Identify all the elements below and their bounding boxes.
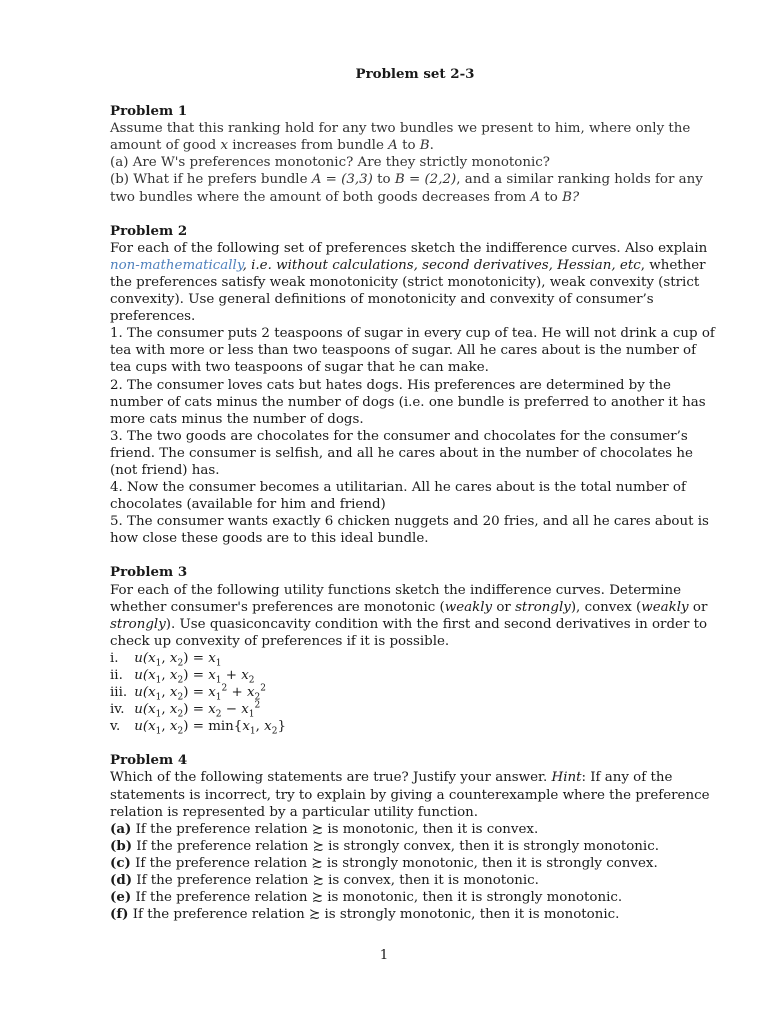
problem-1-intro-text-a: Assume that this ranking hold for any two bundles we present to him, where only the amount of good xyxy=(110,121,691,154)
problem-1-part-b-text-1: (b) What if he prefers bundle xyxy=(110,172,312,188)
problem-4-statement-a xyxy=(110,821,720,838)
problem-4-intro xyxy=(110,769,720,820)
problem-4-statement-c xyxy=(110,855,720,872)
problem-4-statement-d xyxy=(110,872,720,889)
problem-3-weakly: weakly xyxy=(444,599,493,615)
problem-2-intro-text-2: , whether the preferences satisfy weak monotonicity (strict monotonicity), weak convexity (strict convexity). Use general definitions of monotonicity and convexity of consumer’s preferences. xyxy=(110,257,706,325)
statement-text: If the preference relation ≿ is convex, then it is monotonic. xyxy=(132,873,539,889)
spacer xyxy=(110,547,720,564)
function-rhs: x xyxy=(208,668,216,683)
statement-letter: (e) xyxy=(110,889,132,906)
function-lhs: u(x xyxy=(134,685,156,701)
function-lhs: u(x xyxy=(134,668,156,683)
utility-function-2: ii. $u(x_1$, $x_2) = x_1 + x_2$ xyxy=(110,668,255,686)
problem-1-var-x: x xyxy=(220,138,228,154)
spacer xyxy=(110,735,720,752)
problem-1-var-B: B xyxy=(419,138,430,154)
problem-3-weakly-2: weakly xyxy=(641,599,689,615)
problem-3-intro-text-1: For each of the following utility functions sketch the indifference curves. Determine whether consumer's preferences are monotonic ( xyxy=(110,582,682,615)
problem-3-intro xyxy=(110,582,720,650)
statement-text: If the preference relation ≿ is monotonic, then it is strongly monotonic. xyxy=(131,890,623,906)
problem-1 xyxy=(110,103,720,206)
problem-2-item-1: 1. The consumer puts 2 teaspoons of sugar in every cup of tea. He will not drink a cup of tea with more or less than two teaspoons of sugar. All he cares about is the number of tea cups with two teaspoons of sugar that he can make. xyxy=(110,326,715,376)
problem-1-part-b-text-2: to xyxy=(372,172,395,188)
statement-letter: (f) xyxy=(110,906,129,923)
problem-1-intro-text-d: . xyxy=(429,138,434,154)
problem-1-part-b-text-3: , and a similar ranking holds for any two bundles where the amount of both goods decreases from xyxy=(110,172,703,205)
function-number: i. xyxy=(110,650,119,666)
problem-2-item-5: 5. The consumer wants exactly 6 chicken nuggets and 20 fries, and all he cares about is how close these goods are to this ideal bundle. xyxy=(110,514,709,547)
problem-2-heading: Problem 2 xyxy=(110,222,188,239)
problem-3-strongly: strongly xyxy=(515,599,571,615)
problem-1-intro xyxy=(110,120,720,154)
function-lhs: u(x xyxy=(134,702,156,718)
problem-4-intro-text-2: : If any of the statements is incorrect, try to explain by giving a counterexample where the preference relation is represented by a particular utility function. xyxy=(110,770,710,820)
problem-2-item-3: 3. The two goods are chocolates for the consumer and chocolates for the consumer’s friend. The consumer is selfish, and all he cares about in the number of chocolates he (not friend) has. xyxy=(110,428,693,478)
function-lhs: u(x xyxy=(134,650,156,666)
problem-3-or-2: or xyxy=(688,599,708,615)
problem-4-intro-text-1: Which of the following statements are true? Justify your answer. xyxy=(110,770,552,786)
function-rhs: x xyxy=(208,702,216,718)
page-title: Problem set 2-3 xyxy=(355,66,475,82)
problem-1-heading: Problem 1 xyxy=(110,103,188,120)
statement-letter: (a) xyxy=(110,820,132,837)
problem-1-intro-text-b: increases from bundle xyxy=(228,138,389,154)
utility-function-3: iii. $u(x_1$, $x_2) = x_1^2 + x_2^2$ xyxy=(110,683,266,703)
function-rhs: min xyxy=(208,719,234,735)
problem-1-part-b-text-4: to xyxy=(540,189,563,205)
utility-function-5: v. $u(x_1$, $x_2) = \min\{x_1$, $x_2$} xyxy=(110,719,286,737)
problem-4-statement-e xyxy=(110,889,720,906)
problem-2-intro-text-1: For each of the following set of preferences sketch the indifference curves. Also explain xyxy=(110,240,708,256)
problem-1-intro-text-c: to xyxy=(397,138,420,154)
problem-3-heading: Problem 3 xyxy=(110,564,188,581)
statement-text: If the preference relation ≿ is strongly convex, then it is strongly monotonic. xyxy=(132,838,659,854)
problem-1-var-A2: A xyxy=(530,189,541,205)
function-rhs: x xyxy=(208,685,216,701)
statement-text: If the preference relation ≿ is strongly monotonic, then it is monotonic. xyxy=(128,907,620,923)
problem-4 xyxy=(110,752,720,923)
function-number: iii. xyxy=(110,685,128,701)
problem-1-var-A: A xyxy=(388,138,398,154)
statement-letter: (c) xyxy=(110,854,131,871)
problem-4-statement-f xyxy=(110,906,720,923)
utility-function-1: i. $u(x_1$, $x_2) = x_1$ xyxy=(110,650,222,669)
problem-1-part-b xyxy=(110,171,720,205)
problem-2-item-4: 4. Now the consumer becomes a utilitarian. All he cares about is the total number of chocolates (available for him and friend) xyxy=(110,480,686,513)
utility-function-list xyxy=(110,650,720,735)
problem-1-bundle-A: A = (3,3) xyxy=(311,172,373,188)
problem-3 xyxy=(110,564,720,735)
problem-2-item-2: 2. The consumer loves cats but hates dogs. His preferences are determined by the number of cats minus the number of dogs (i.e. one bundle is preferred to another it has more cats minus the number of dogs. xyxy=(110,377,706,427)
problem-4-heading: Problem 4 xyxy=(110,752,188,769)
problem-2-intro xyxy=(110,240,720,325)
statement-text: If the preference relation ≿ is strongly monotonic, then it is strongly convex. xyxy=(130,855,658,871)
problem-2-italic-emphasis: , i.e. without calculations, second derivatives, Hessian, etc xyxy=(242,257,641,273)
statement-letter: (d) xyxy=(110,872,133,889)
problem-3-strongly-2: strongly xyxy=(110,616,166,632)
problem-1-bundle-B: B = (2,2) xyxy=(394,172,457,188)
function-lhs: u(x xyxy=(134,719,156,735)
page-number: 1 xyxy=(379,948,389,963)
problem-4-statement-b xyxy=(110,838,720,855)
function-number: v. xyxy=(110,719,121,735)
problem-3-intro-text-3: ). Use quasiconcavity condition with the first and second derivatives in order to check up convexity of preferences if it is possible. xyxy=(110,616,708,649)
problem-2-blue-emphasis: non-mathematically xyxy=(110,257,243,273)
statement-text: If the preference relation ≿ is monotonic, then it is convex. xyxy=(131,821,539,837)
function-number: ii. xyxy=(110,668,123,683)
statement-letter: (b) xyxy=(110,837,133,854)
problem-1-var-B2: B? xyxy=(562,189,580,205)
spacer xyxy=(110,206,720,223)
function-rhs: x xyxy=(208,650,216,666)
function-number: iv. xyxy=(110,702,125,718)
problem-3-intro-text-2: ), convex ( xyxy=(570,599,642,615)
problem-4-hint-label: Hint xyxy=(551,770,582,786)
document-body xyxy=(110,66,720,923)
utility-function-4: iv. $u(x_1$, $x_2) = x_2 - x_1^2$ xyxy=(110,700,261,720)
problem-1-part-a: (a) Are W's preferences monotonic? Are they strictly monotonic? xyxy=(110,155,550,171)
problem-3-or-1: or xyxy=(492,599,516,615)
problem-2 xyxy=(110,223,720,548)
